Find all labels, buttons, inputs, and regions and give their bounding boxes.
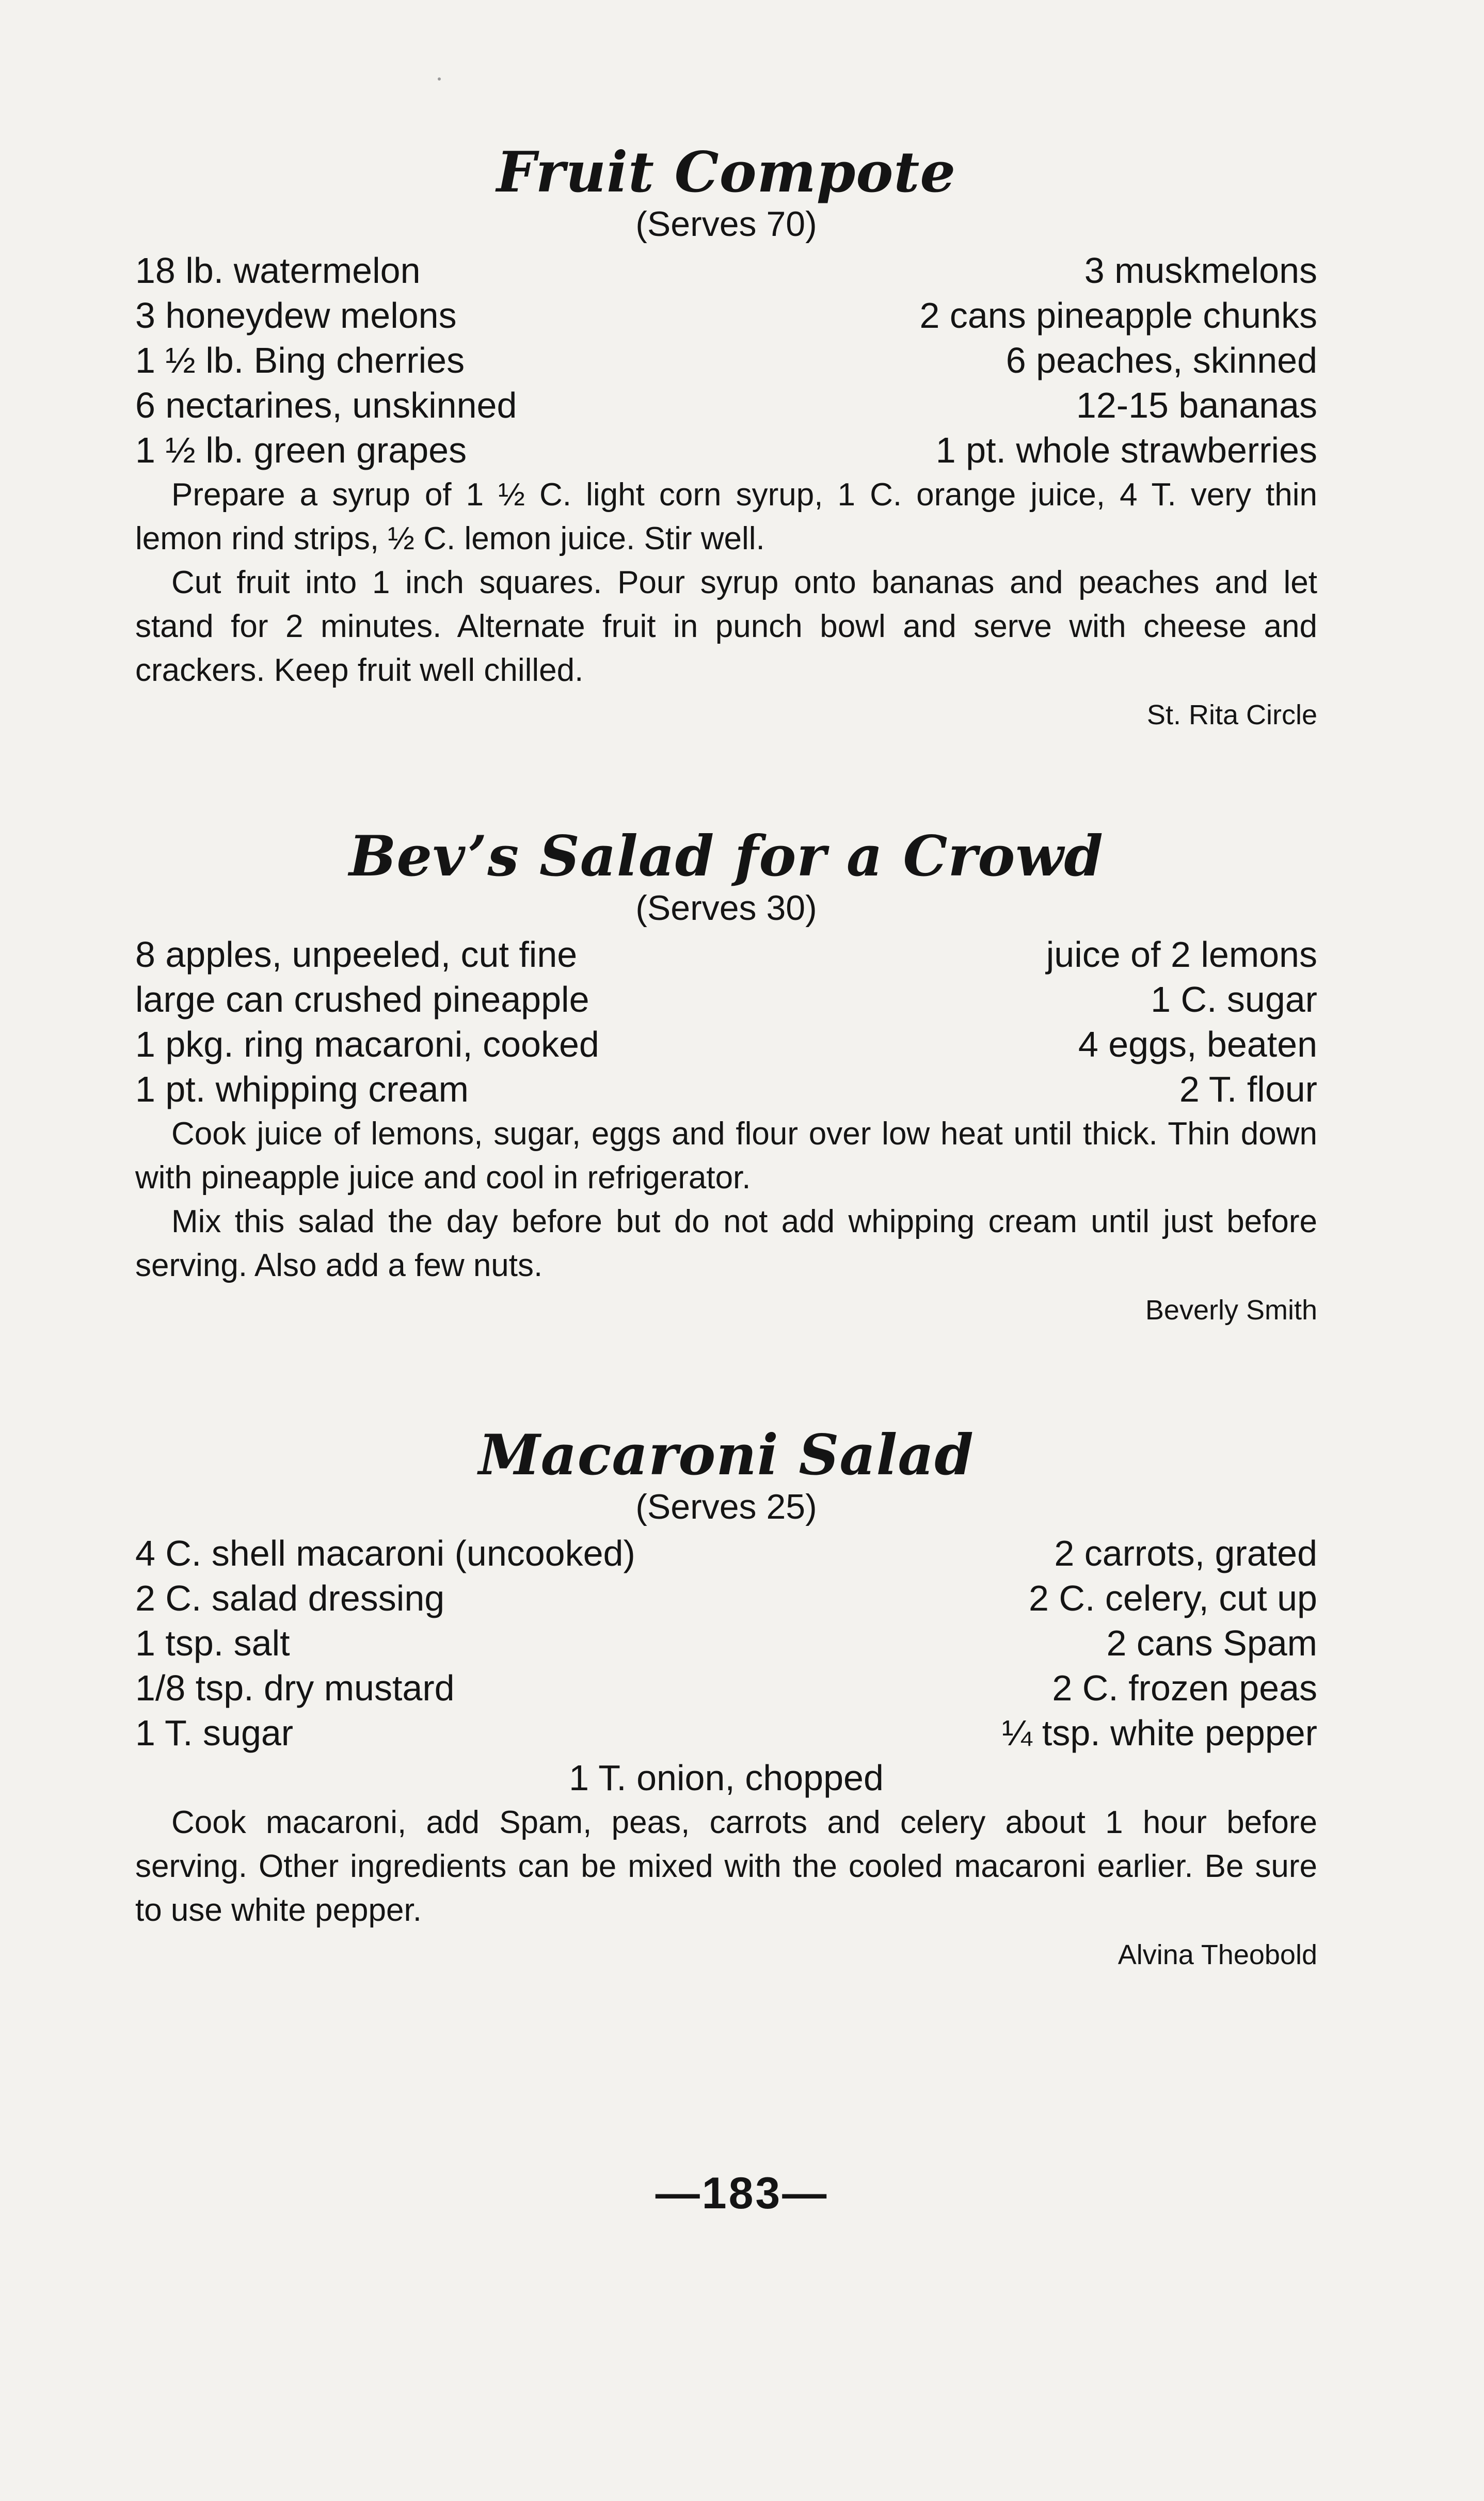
ingredient-right: 12-15 bananas <box>1076 385 1317 426</box>
ingredient-left: 1 ½ lb. green grapes <box>135 430 467 471</box>
ingredient-list <box>135 932 1317 1112</box>
ingredient-row <box>135 1067 1317 1112</box>
ingredient-right: 3 muskmelons <box>1084 250 1317 291</box>
ingredient-left: 4 C. shell macaroni (uncooked) <box>135 1533 635 1574</box>
ingredient-right: 4 eggs, beaten <box>1078 1024 1317 1065</box>
ingredient-row <box>135 1576 1317 1621</box>
recipe-instructions: Cook juice of lemons, sugar, eggs and flour over low heat until thick. Thin down with pineapple juice and cool in refrigerator. <box>135 1116 1317 1196</box>
ingredient-row <box>135 338 1317 383</box>
ingredient-row <box>135 932 1317 977</box>
recipe-credit: Beverly Smith <box>1145 1295 1317 1326</box>
recipe-credit: St. Rita Circle <box>1146 699 1317 731</box>
ingredient-row <box>135 977 1317 1022</box>
ingredient-right: 2 cans pineapple chunks <box>919 295 1317 336</box>
ingredient-right: 2 cans Spam <box>1106 1623 1317 1664</box>
recipe-instructions: Prepare a syrup of 1 ½ C. light corn syrup, 1 C. orange juice, 4 T. very thin lemon rind strips, ½ C. lemon juice. Stir well. <box>135 477 1317 557</box>
ingredient-right: ¼ tsp. white pepper <box>1002 1713 1317 1754</box>
ingredient-row <box>135 1531 1317 1576</box>
ingredient-row <box>135 293 1317 338</box>
ingredient-right: 1 C. sugar <box>1151 979 1317 1020</box>
recipe-macaroni-salad <box>135 1425 1317 1976</box>
page-dot <box>438 77 441 81</box>
ingredient-right: 2 carrots, grated <box>1054 1533 1317 1574</box>
ingredient-left: large can crushed pineapple <box>135 979 589 1020</box>
ingredient-right: 2 C. frozen peas <box>1052 1668 1317 1709</box>
ingredient-right: 2 T. flour <box>1179 1069 1317 1110</box>
recipe-credit: Alvina Theobold <box>1118 1939 1317 1971</box>
ingredient-left: 3 honeydew melons <box>135 295 457 336</box>
ingredient-row <box>135 1666 1317 1711</box>
recipe-title: Fruit Compote <box>496 140 956 205</box>
ingredient-left: 1 pkg. ring macaroni, cooked <box>135 1024 599 1065</box>
ingredient-left: 2 C. salad dressing <box>135 1578 445 1619</box>
recipe-serves: (Serves 25) <box>635 1487 817 1526</box>
ingredient-row <box>135 1711 1317 1756</box>
ingredient-right: 1 pt. whole strawberries <box>935 430 1317 471</box>
ingredient-left: 18 lb. watermelon <box>135 250 421 291</box>
ingredient-left: 6 nectarines, unskinned <box>135 385 517 426</box>
ingredient-left: 1/8 tsp. dry mustard <box>135 1668 455 1709</box>
page-number: —183— <box>655 2169 829 2218</box>
ingredient-right: juice of 2 lemons <box>1046 934 1317 975</box>
ingredient-left: 1 ½ lb. Bing cherries <box>135 340 465 381</box>
recipe-title: Macaroni Salad <box>478 1423 974 1488</box>
ingredient-row <box>135 383 1317 428</box>
ingredient-row <box>135 1022 1317 1067</box>
ingredient-left: 1 pt. whipping cream <box>135 1069 469 1110</box>
recipe-serves: (Serves 30) <box>635 888 817 928</box>
ingredient-left: 8 apples, unpeeled, cut fine <box>135 934 578 975</box>
recipe-instructions: Mix this salad the day before but do not add whipping cream until just before serving. Also add a few nuts. <box>135 1204 1317 1284</box>
recipe-instructions: Cut fruit into 1 inch squares. Pour syrup onto bananas and peaches and let stand for 2 minutes. Alternate fruit in punch bowl and serve with cheese and crackers. Keep fruit well chilled. <box>135 565 1317 689</box>
ingredient-left: 1 tsp. salt <box>135 1623 290 1664</box>
recipe-instructions: Cook macaroni, add Spam, peas, carrots and celery about 1 hour before serving. Other ingredients can be mixed with the cooled macaroni earlier. Be sure to use white pepper. <box>135 1805 1317 1929</box>
ingredient-left: 1 T. sugar <box>135 1713 294 1754</box>
recipe-title: Bev’s Salad for a Crowd <box>349 824 1104 889</box>
ingredient-row <box>135 428 1317 473</box>
ingredient-list <box>135 248 1317 473</box>
recipe-serves: (Serves 70) <box>635 204 817 244</box>
ingredient-row <box>135 1621 1317 1666</box>
ingredient-right: 6 peaches, skinned <box>1006 340 1317 381</box>
ingredient-right: 2 C. celery, cut up <box>1029 1578 1317 1619</box>
ingredient-list <box>135 1531 1317 1801</box>
recipe-bevs-salad <box>135 826 1317 1331</box>
ingredient-row <box>135 248 1317 293</box>
ingredient-centered: 1 T. onion, chopped <box>569 1758 884 1798</box>
recipe-fruit-compote <box>135 142 1317 736</box>
